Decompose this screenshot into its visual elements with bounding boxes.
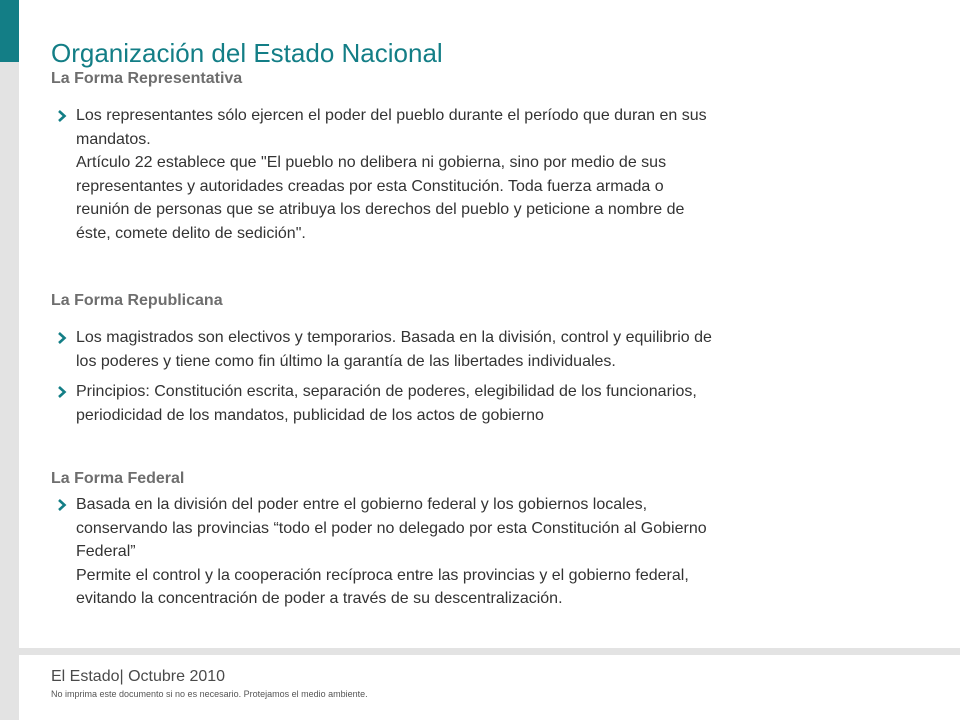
bullet-line: evitando la concentración de poder a través de su descentralización. <box>76 590 563 607</box>
bullet-line: Basada en la división del poder entre el gobierno federal y los gobiernos locales, <box>76 496 648 513</box>
footer-divider <box>19 648 960 655</box>
footer-note: No imprima este documento si no es necesario. Protejamos el medio ambiente. <box>51 689 368 699</box>
section-heading-federal: La Forma Federal <box>51 470 185 487</box>
chevron-right-icon <box>57 386 67 398</box>
bullet-line: Artículo 22 establece que "El pueblo no delibera ni gobierna, sino por medio de sus <box>76 154 667 171</box>
bullet-line: Permite el control y la cooperación recíproca entre las provincias y el gobierno federal, <box>76 566 689 584</box>
left-sidebar-bar <box>0 0 19 720</box>
bullet-federal-1 <box>57 493 887 611</box>
bullet-line: Principios: Constitución escrita, separación de poderes, elegibilidad de los funcionarios, <box>76 383 697 400</box>
accent-block <box>0 0 19 62</box>
bullet-line: representantes y autoridades creadas por esta Constitución. Toda fuerza armada o <box>76 177 664 195</box>
bullet-line: los poderes y tiene como fin último la garantía de las libertades individuales. <box>76 352 616 370</box>
chevron-right-icon <box>57 110 67 122</box>
bullet-line: éste, comete delito de sedición". <box>76 224 306 242</box>
chevron-right-icon <box>57 499 67 511</box>
section-heading-representativa: La Forma Representativa <box>51 70 243 87</box>
bullet-line: mandatos. <box>76 130 151 148</box>
bullet-line: conservando las provincias “todo el poder no delegado por esta Constitución al Gobierno <box>76 519 707 537</box>
bullet-line: Federal” <box>76 543 136 560</box>
bullet-representativa-1 <box>57 104 887 245</box>
slide-title: Organización del Estado Nacional <box>51 38 443 68</box>
footer-title: El Estado| Octubre 2010 <box>51 668 226 685</box>
bullet-line: periodicidad de los mandatos, publicidad de los actos de gobierno <box>76 406 544 424</box>
section-heading-republicana: La Forma Republicana <box>51 292 223 309</box>
bullet-republicana-1 <box>57 326 887 373</box>
bullet-line: reunión de personas que se atribuya los derechos del pueblo y peticione a nombre de <box>76 201 685 218</box>
bullet-line: Los magistrados son electivos y temporarios. Basada en la división, control y equilibrio de <box>76 329 712 346</box>
bullet-line: Los representantes sólo ejercen el poder del pueblo durante el período que duran en sus <box>76 107 707 124</box>
bullet-republicana-2 <box>57 380 887 427</box>
chevron-right-icon <box>57 332 67 344</box>
